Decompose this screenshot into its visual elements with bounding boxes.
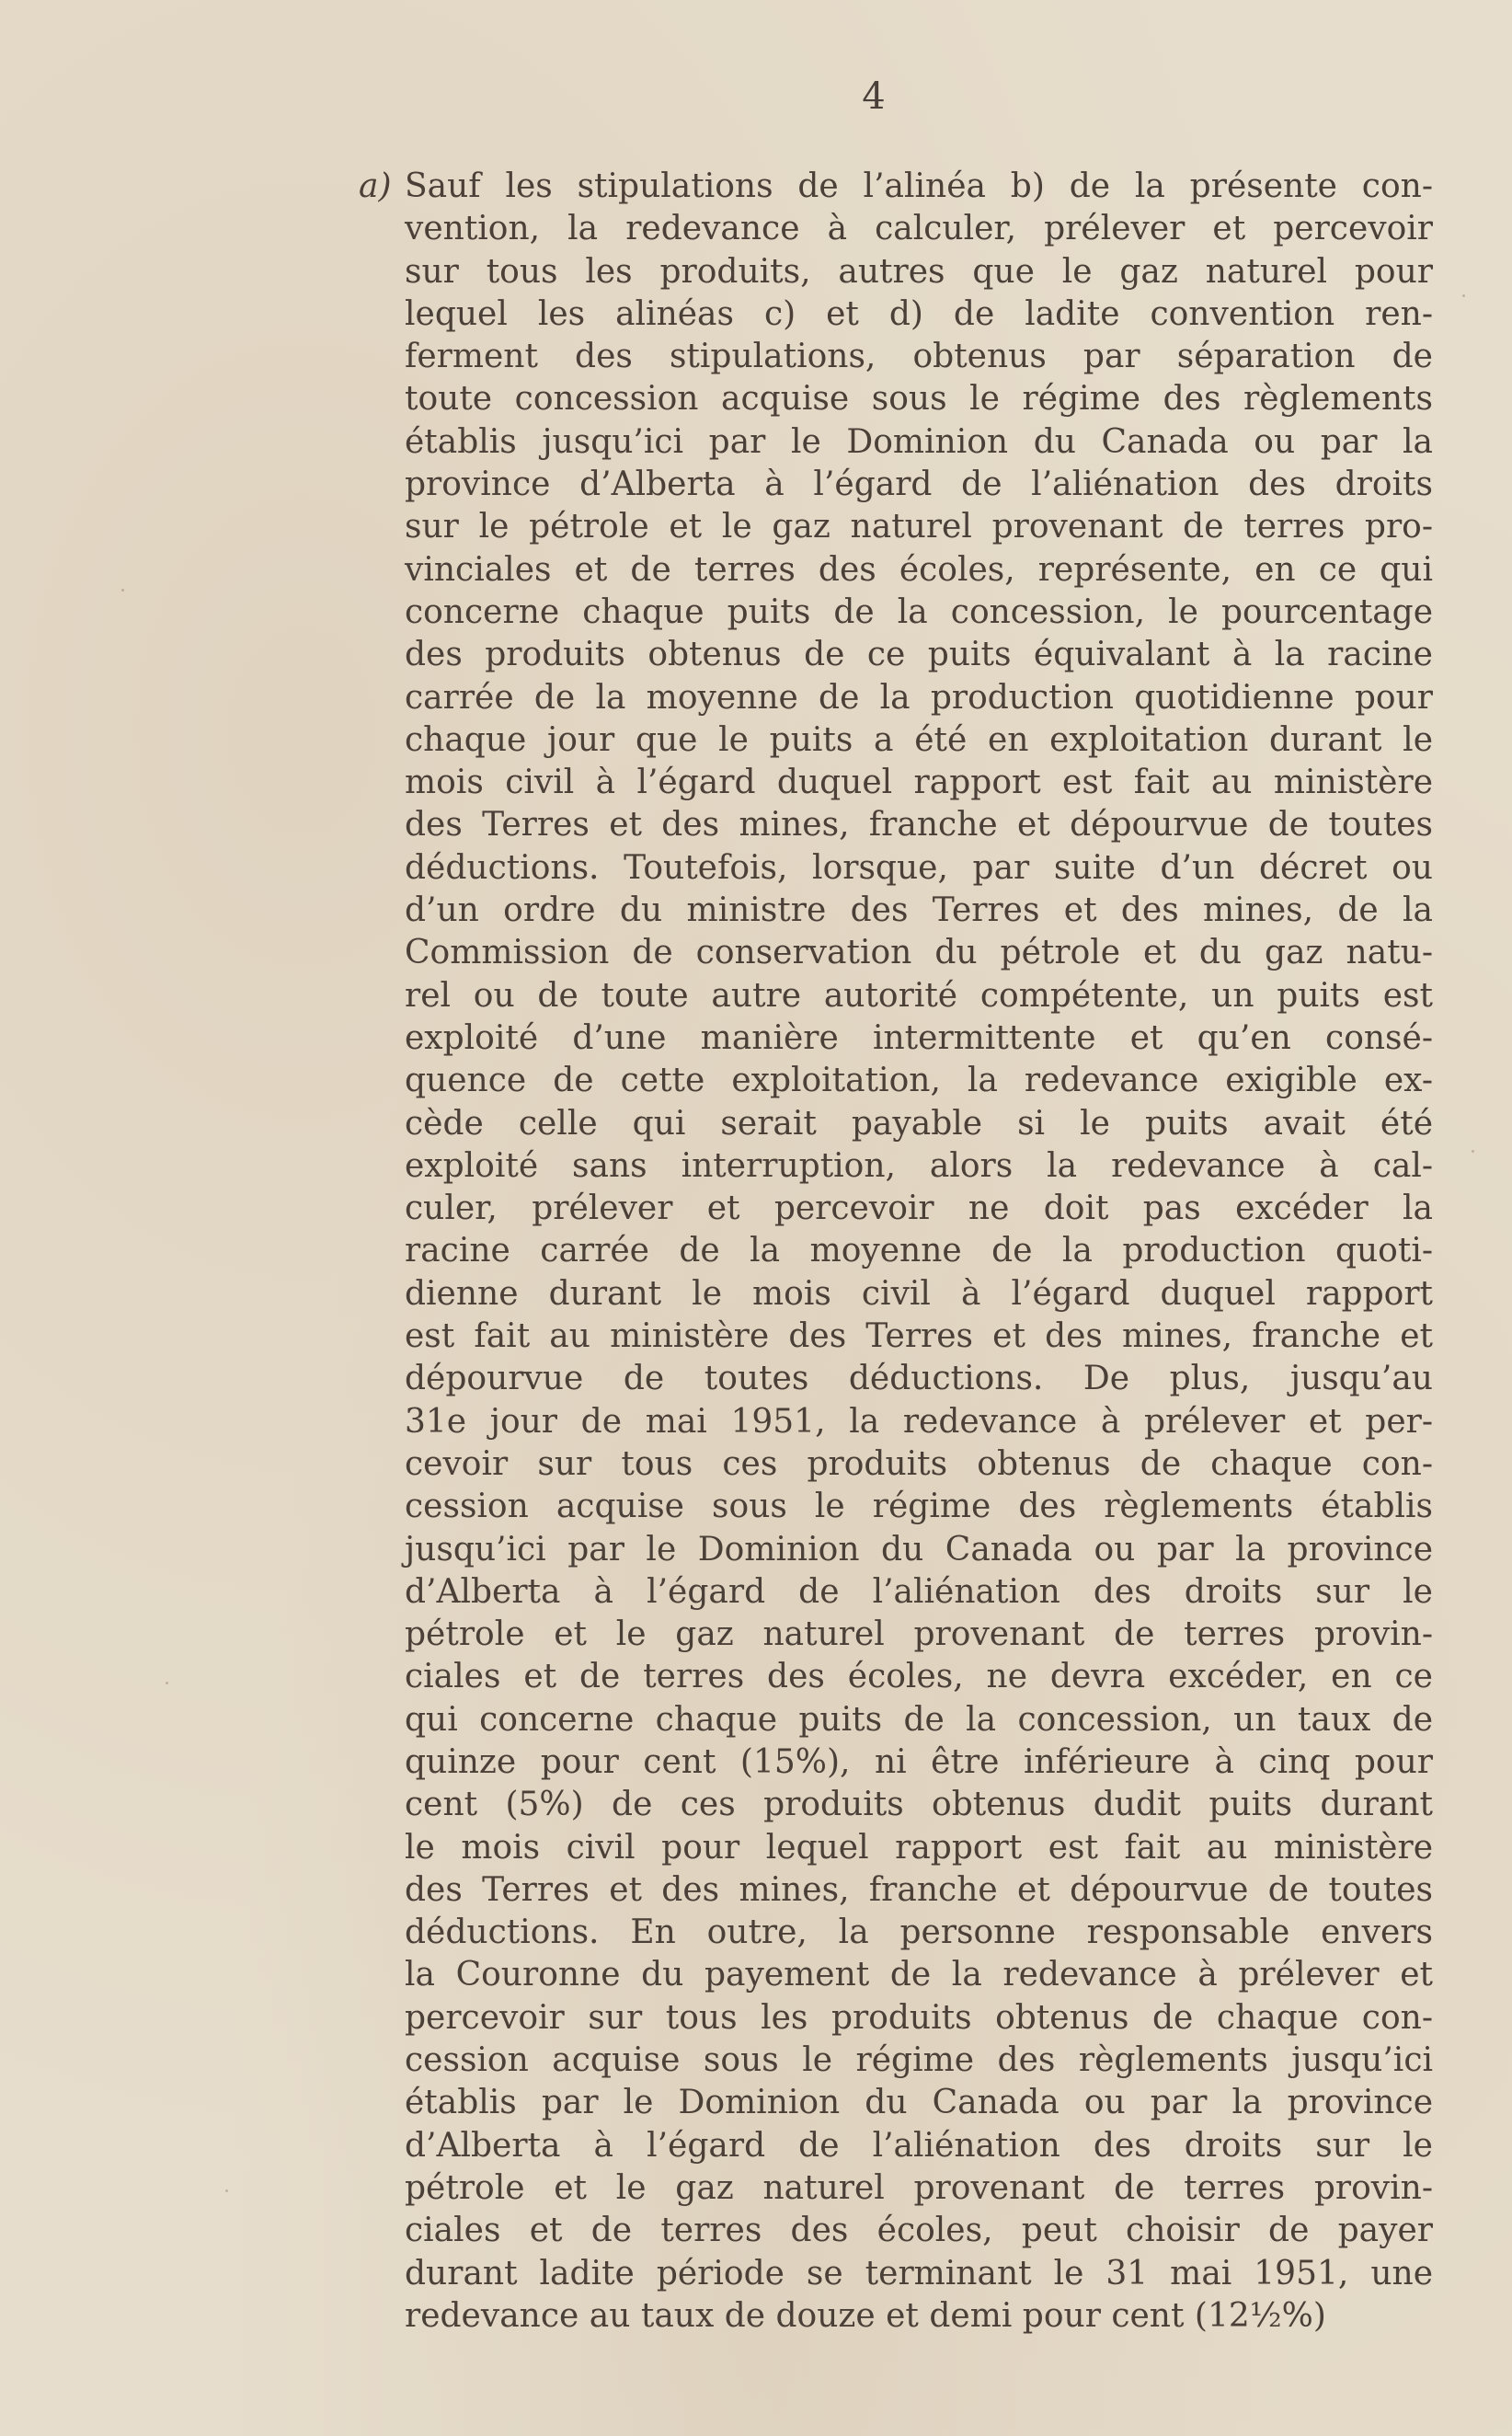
text-line: cession acquise sous le régime des règlements établis	[405, 1488, 1433, 1526]
text-line: le mois civil pour lequel rapport est fait au ministère	[405, 1828, 1433, 1867]
text-line: exploité sans interruption, alors la redevance à cal-	[405, 1146, 1433, 1185]
text-line: culer, prélever et percevoir ne doit pas excéder la	[405, 1189, 1433, 1228]
text-line: la Couronne du payement de la redevance à prélever et	[405, 1956, 1433, 1994]
text-line: Commission de conservation du pétrole et du gaz natu-	[405, 934, 1433, 972]
text-line: Sauf les stipulations de l’alinéa b) de la présente con-	[405, 167, 1433, 205]
text-line: déductions. Toutefois, lorsque, par suite d’un décret ou	[405, 848, 1433, 887]
text-line: toute concession acquise sous le régime des règlements	[405, 380, 1433, 419]
text-line: rel ou de toute autre autorité compétente, un puits est	[405, 976, 1433, 1015]
text-line: ciales et de terres des écoles, ne devra excéder, en ce	[405, 1658, 1433, 1696]
text-line: chaque jour que le puits a été en exploitation durant le	[405, 720, 1433, 759]
text-line: dienne durant le mois civil à l’égard duquel rapport	[405, 1274, 1433, 1313]
text-line: cent (5%) de ces produits obtenus dudit puits durant	[405, 1786, 1433, 1824]
text-line: dépourvue de toutes déductions. De plus, jusqu’au	[405, 1360, 1433, 1398]
paper-speck	[1462, 294, 1465, 297]
paper-speck	[166, 1682, 168, 1684]
text-line: redevance au taux de douze et demi pour cent (12½%)	[405, 2296, 1326, 2335]
text-line: carrée de la moyenne de la production quotidienne pour	[405, 678, 1433, 717]
text-line: qui concerne chaque puits de la concession, un taux de	[405, 1700, 1433, 1739]
text-line: ciales et de terres des écoles, peut choisir de payer	[405, 2212, 1433, 2250]
text-line: établis par le Dominion du Canada ou par la province	[405, 2084, 1433, 2122]
clause-marker: a)	[359, 167, 392, 205]
text-line: lequel les alinéas c) et d) de ladite convention ren-	[405, 294, 1433, 333]
text-line: sur le pétrole et le gaz naturel provenant de terres pro-	[405, 508, 1433, 546]
clause-text	[405, 166, 1433, 2338]
text-line: quence de cette exploitation, la redevance exigible ex-	[405, 1062, 1433, 1100]
text-line: percevoir sur tous les produits obtenus de chaque con-	[405, 1998, 1433, 2037]
text-line: racine carrée de la moyenne de la production quoti-	[405, 1232, 1433, 1270]
text-line: ferment des stipulations, obtenus par séparation de	[405, 338, 1433, 376]
text-line: cède celle qui serait payable si le puits avait été	[405, 1104, 1433, 1143]
text-line: durant ladite période se terminant le 31 mai 1951, une	[405, 2254, 1433, 2292]
paper-speck	[225, 2189, 228, 2192]
text-line: d’Alberta à l’égard de l’aliénation des droits sur le	[405, 1572, 1433, 1611]
text-line: est fait au ministère des Terres et des mines, franche et	[405, 1317, 1433, 1356]
page-number: 4	[862, 75, 886, 118]
paper-speck	[121, 589, 124, 592]
paper-speck	[1472, 1150, 1474, 1153]
text-line: mois civil à l’égard duquel rapport est fait au ministère	[405, 764, 1433, 802]
text-line: concerne chaque puits de la concession, le pourcentage	[405, 592, 1433, 631]
text-line: établis jusqu’ici par le Dominion du Canada ou par la	[405, 422, 1433, 461]
text-line: des Terres et des mines, franche et dépourvue de toutes	[405, 1870, 1433, 1909]
text-line: exploité d’une manière intermittente et qu’en consé-	[405, 1018, 1433, 1057]
text-line: d’Alberta à l’égard de l’aliénation des droits sur le	[405, 2126, 1433, 2165]
text-line: jusqu’ici par le Dominion du Canada ou par la province	[405, 1530, 1433, 1568]
text-line: pétrole et le gaz naturel provenant de terres provin-	[405, 1615, 1433, 1654]
text-line: déductions. En outre, la personne responsable envers	[405, 1913, 1433, 1952]
text-line: 31e jour de mai 1951, la redevance à prélever et per-	[405, 1402, 1433, 1441]
text-line: sur tous les produits, autres que le gaz naturel pour	[405, 252, 1433, 291]
text-line: vention, la redevance à calculer, prélever et percevoir	[405, 210, 1433, 248]
text-line: vinciales et de terres des écoles, représente, en ce qui	[405, 550, 1433, 589]
text-line: cevoir sur tous ces produits obtenus de chaque con-	[405, 1444, 1433, 1483]
text-line: des Terres et des mines, franche et dépourvue de toutes	[405, 806, 1433, 845]
text-line: des produits obtenus de ce puits équivalant à la racine	[405, 636, 1433, 674]
text-line: pétrole et le gaz naturel provenant de terres provin-	[405, 2168, 1433, 2207]
text-line: cession acquise sous le régime des règlements jusqu’ici	[405, 2041, 1433, 2080]
text-line: d’un ordre du ministre des Terres et des mines, de la	[405, 891, 1433, 930]
text-line: quinze pour cent (15%), ni être inférieure à cinq pour	[405, 1742, 1433, 1781]
text-line: province d’Alberta à l’égard de l’aliénation des droits	[405, 465, 1433, 504]
